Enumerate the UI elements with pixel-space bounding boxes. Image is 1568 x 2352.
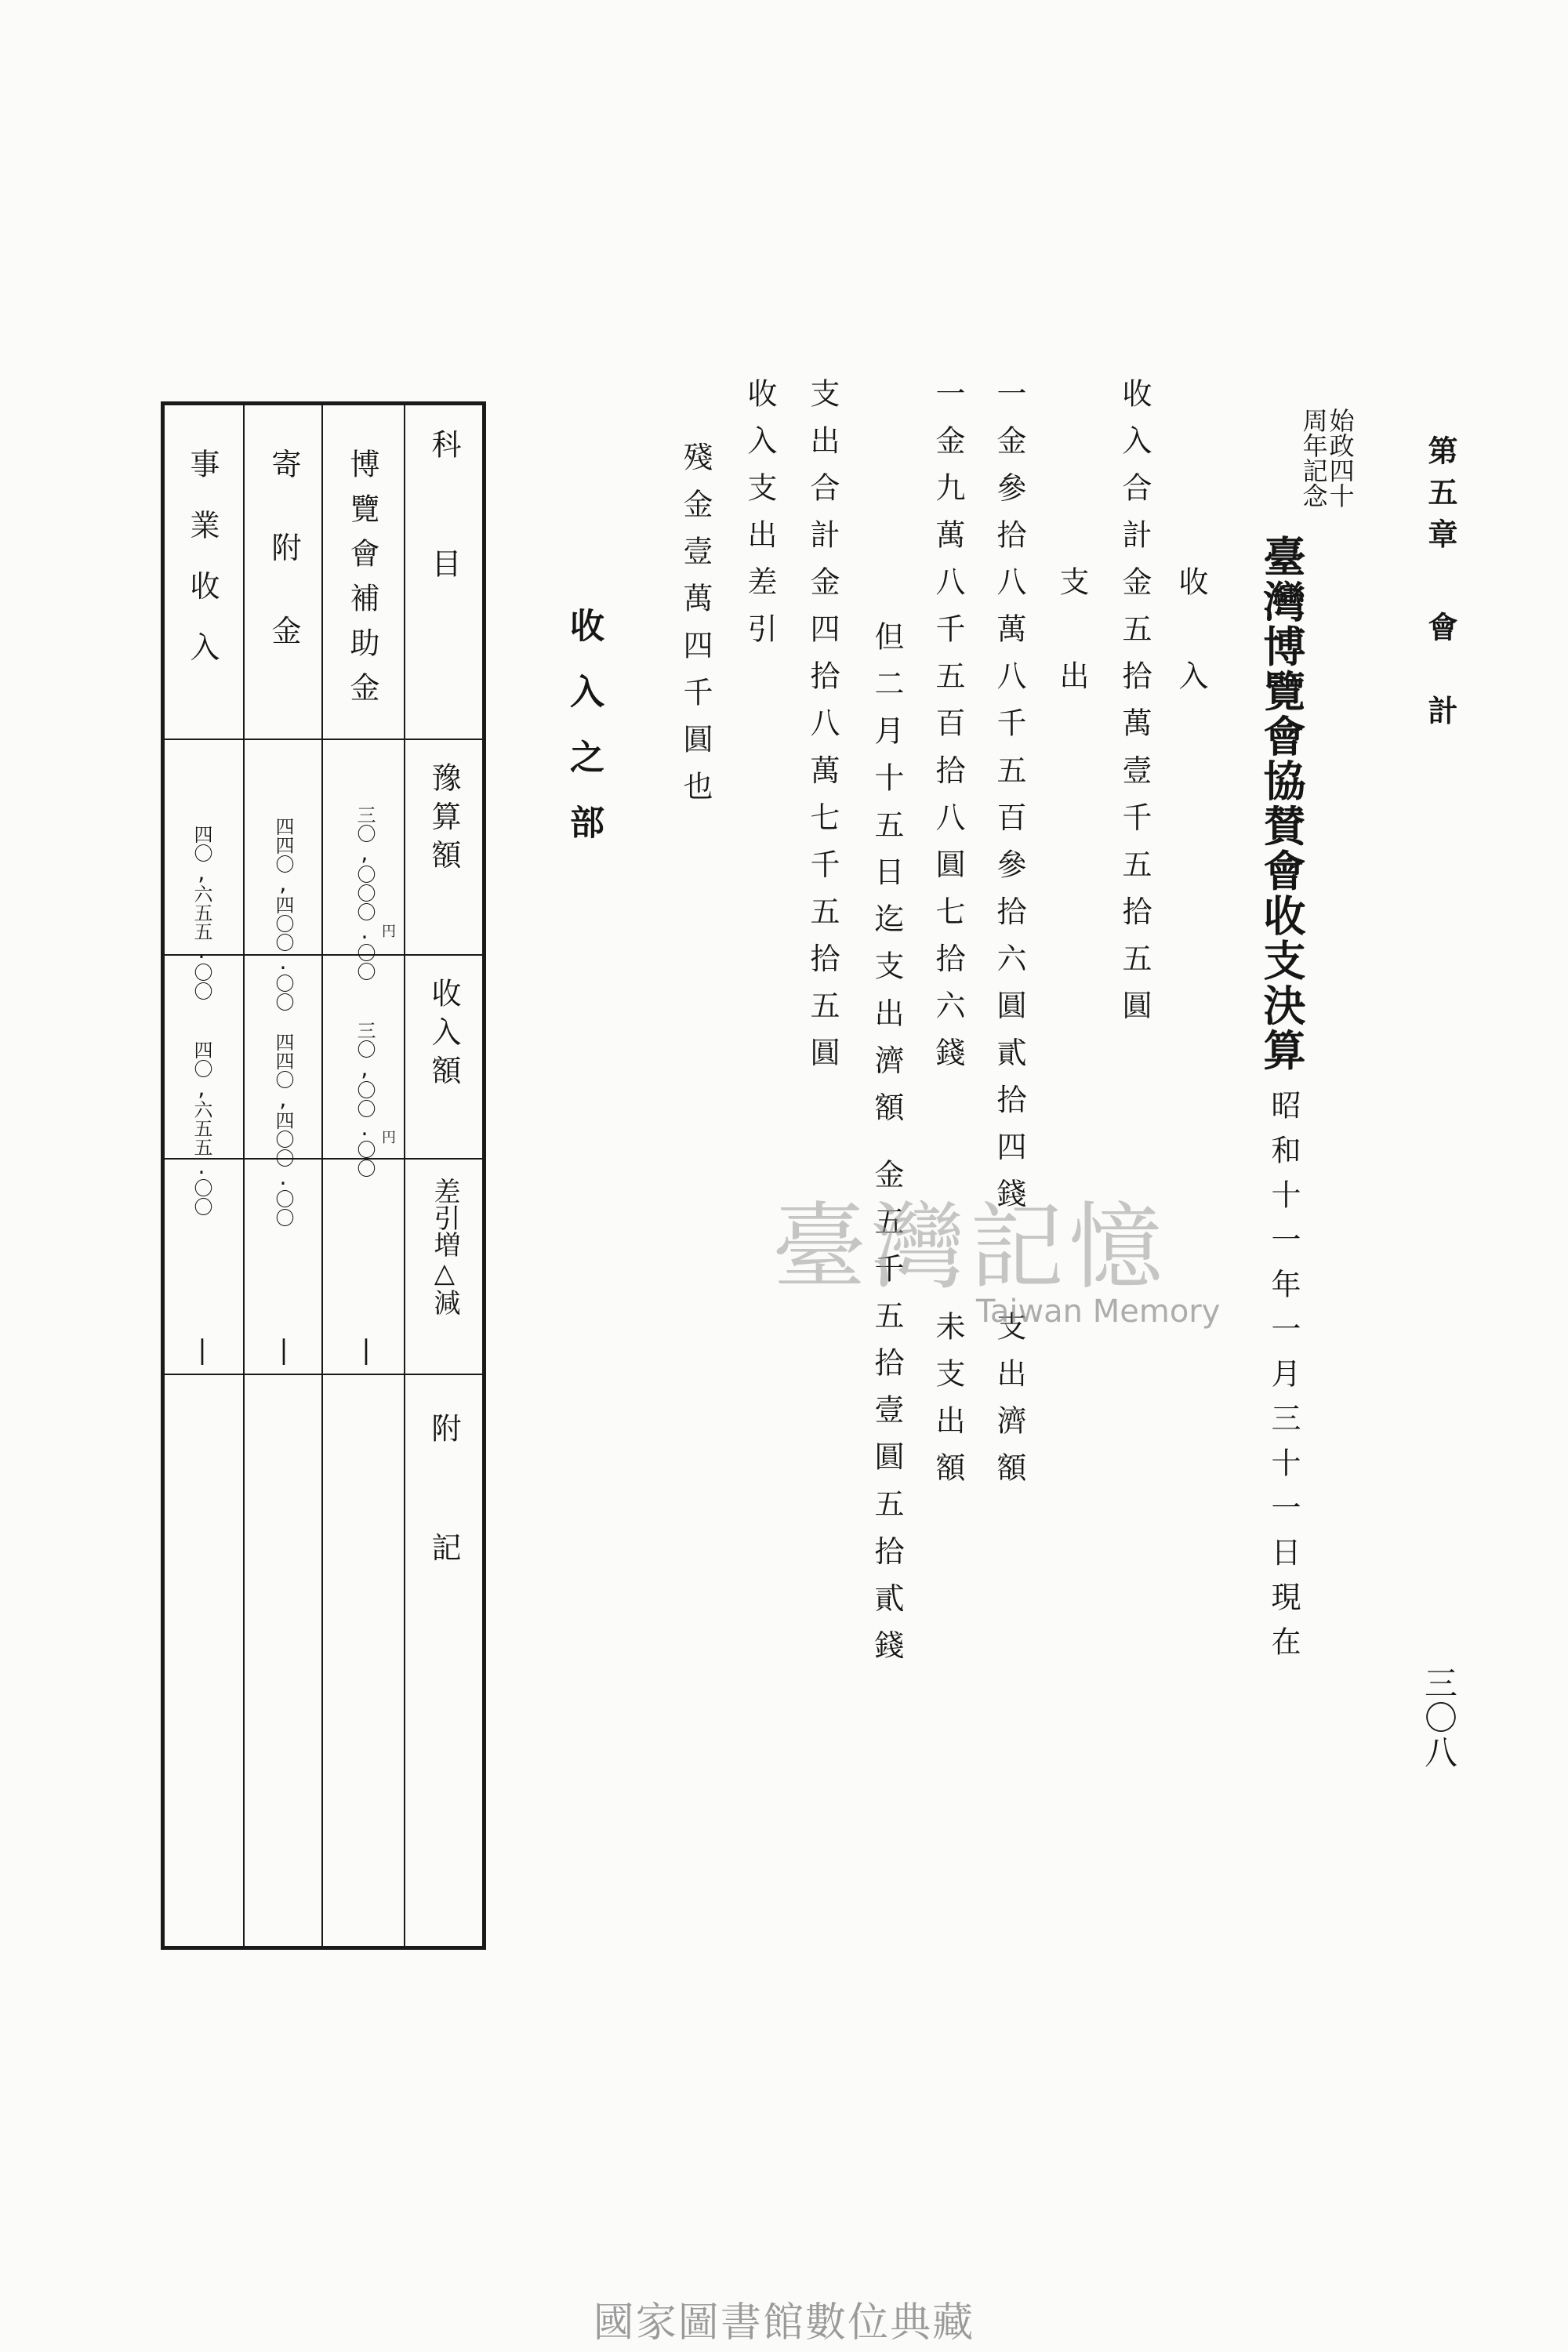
column-header-budget: 豫算額 [426,762,461,879]
table-row-budget: 三〇,〇〇〇.〇〇 [354,805,376,981]
page-number: 三〇八 [1420,1666,1458,1770]
income-table [161,401,486,1950]
yen-mark: 円 [382,1130,396,1146]
table-row-budget: 四〇,六五五.〇〇 [191,825,212,1000]
watermark-chinese: 臺灣記憶 [772,1193,1167,1302]
table-row-received: 三〇,〇〇.〇〇 [354,1021,376,1178]
chapter-label: 第五章 [1423,435,1458,561]
expense-total: 支出合計金四拾八萬七千五拾五圓 [805,378,840,1084]
expense-proviso: 但二月十五日迄支出濟額 [869,621,904,1139]
expense-proviso-amount: 金五千五拾壹圓五拾貳錢 [869,1159,904,1677]
table-row-received: 四〇,六五五.〇〇 [191,1040,212,1216]
balance-label: 收入支出差引 [742,378,777,661]
footer-credit: 國家圖書館數位典藏 [593,2299,975,2347]
column-header-received: 收入額 [426,978,461,1094]
column-header-subject: 科 目 [426,429,461,578]
expense-item-1-note: 支出濟額 [992,1311,1026,1500]
balance-amount: 殘金壹萬四千圓也 [678,441,713,818]
watermark-english: Taiwan Memory [976,1294,1221,1330]
section-label: 會 計 [1423,612,1458,737]
income-heading: 收 入 [1174,566,1208,708]
expense-heading: 支 出 [1054,566,1089,708]
expense-item-2: 一金九萬八千五百拾八圓七拾六錢 [931,378,965,1084]
table-row-subject: 事業收入 [185,448,220,693]
title-prefix-right: 始政四十 [1325,408,1356,508]
title-prefix-left: 周年記念 [1298,408,1329,508]
table-row-difference: | [268,1334,299,1366]
report-date: 昭和十一年一月三十一日現在 [1266,1090,1301,1671]
table-row-subject: 博覽會補助金 [345,448,379,717]
income-section-heading: 收入之部 [564,608,604,870]
column-header-difference: 差引増△減 [429,1178,460,1316]
table-row-subject: 寄附金 [267,448,301,699]
table-row-budget: 四四〇,四〇〇.〇〇 [272,817,294,1011]
column-header-remarks: 附 記 [426,1413,461,1562]
expense-item-2-note: 未支出額 [931,1311,965,1500]
table-row-received: 四四〇,四〇〇.〇〇 [272,1033,294,1227]
table-row-difference: | [187,1334,218,1366]
yen-mark: 円 [382,924,396,940]
table-row-difference: | [350,1334,382,1366]
report-title: 臺灣博覽會協賛會收支決算 [1257,535,1307,1073]
taiwan-memory-watermark [772,1172,1282,1360]
expense-item-1: 一金參拾八萬八千五百參拾六圓貳拾四錢 [992,378,1026,1225]
income-total: 收入合計金五拾萬壹千五拾五圓 [1117,378,1152,1037]
